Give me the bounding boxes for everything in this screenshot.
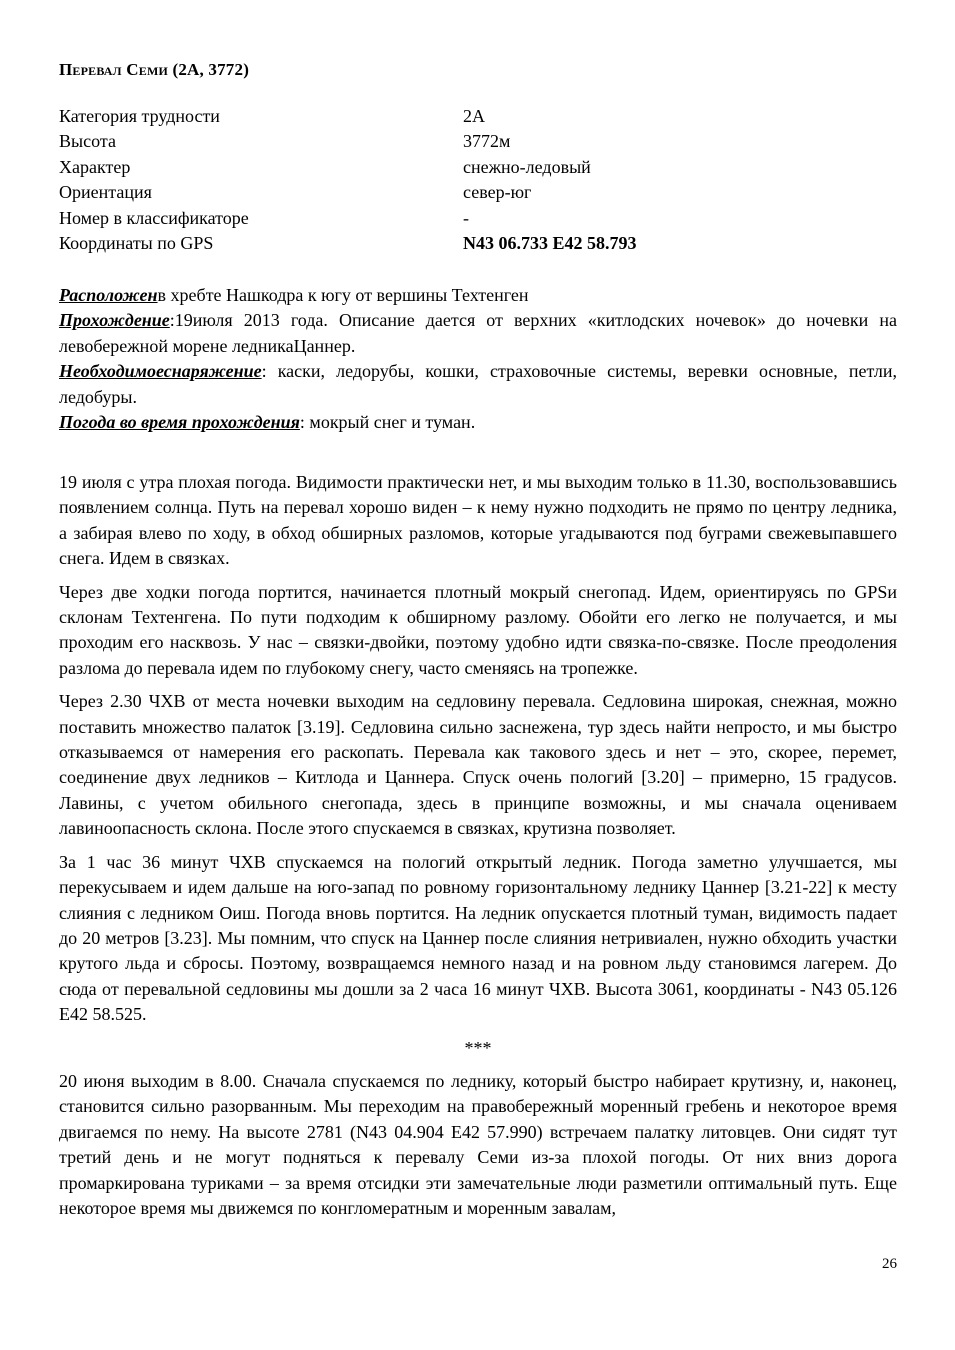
- location-label: Расположен: [59, 285, 158, 305]
- paragraph: 20 июня выходим в 8.00. Сначала спускаемся по леднику, который быстро набирает крутизну, и, наконец, становится сильно разорванным. Мы переходим на правобережный моренный гребень и некоторое время двигаемся по нему. На высоте 2781 (N43 04.904 E42 57.990) встречаем палатку литовцев. Они сидят тут третий день и не могут подняться к перевалу Семи из-за плохой погоды. От них вниз дорога промаркирована туриками – за время отсидки эти замечательные люди разметили оптимальный путь. Еще некоторое время мы движемся по конгломератным и моренным завалам,: [59, 1070, 897, 1218]
- weather-text: : мокрый снег и туман.: [299, 412, 476, 433]
- body-text: [59, 470, 897, 1229]
- equipment-text: : каски, ледорубы, кошки, страховочные системы, веревки основные, петли, ледобуры.: [59, 361, 897, 407]
- property-value: снежно-ледовый: [463, 156, 591, 177]
- property-row: [59, 206, 897, 231]
- section-separator: ***: [464, 1037, 492, 1058]
- equipment-line: [59, 359, 897, 410]
- weather-label: Погода во время прохождения: [59, 412, 300, 433]
- equipment-label: Необходимоеснаряжение: [59, 361, 262, 382]
- paragraph: За 1 час 36 минут ЧХВ спускаемся на пологий открытый ледник. Погода заметно улучшается, мы перекусываем и идем дальше на юго-запад по ровному горизонтальному леднику Цаннер [3.21-22] к месту слияния с ледником Оиш. Погода вновь портится. На ледник опускается плотный туман, видимость падает до 20 метров [3.23]. Мы помним, что спуск на Цаннер после слияния нетривиален, нужно обходить участки крутого льда и сбросы. Поэтому, возвращаемся немного назад и на ровном льду становимся лагерем. До сюда от перевальной седловины мы дошли за 2 часа 16 минут ЧХВ. Высота 3061, координаты - N43 05.126 E42 58.525.: [59, 851, 897, 1025]
- property-row: [59, 129, 897, 154]
- property-key: Категория трудности: [59, 106, 220, 126]
- gps-coordinates: N43 06.733 E42 58.793: [463, 232, 637, 253]
- paragraph: 19 июля с утра плохая погода. Видимости практически нет, и мы выходим только в 11.30, воспользовавшись появлением солнца. Путь на перевал хорошо виден – к нему нужно подходить не прямо по центру ледника, а забирая влево по ходу, в обход обширных разломов, которые угадываются под буграми свежевыпавшего снега. Идем в связках.: [59, 472, 897, 569]
- property-row: [59, 155, 897, 180]
- property-row: [59, 104, 897, 129]
- pass-meta: [59, 283, 897, 435]
- property-key: Ориентация: [59, 182, 152, 203]
- passage-line: [59, 308, 897, 359]
- property-key: Номер в классификаторе: [59, 207, 249, 228]
- paragraph: Через 2.30 ЧХВ от места ночевки выходим на седловину перевала. Седловина широкая, снежная, можно поставить множество палаток [3.19]. Седловина сильно заснежена, тур здесь найти непросто, и мы быстро отказываемся от намерения его раскопать. Перевала как такового здесь и нет – это, скорее, перемет, соединение двух ледников – Китлода и Цаннера. Спуск очень пологий [3.20] – примерно, 15 градусов. Лавины, с учетом обильного снегопада, здесь в принципе возможны, и мы сначала оцениваем лавиноопасность склона. После этого спускаемся в связках, крутизна позволяет.: [59, 691, 897, 839]
- property-value: -: [463, 207, 469, 228]
- property-value: север-юг: [463, 182, 532, 203]
- passage-text: :19июля 2013 года. Описание дается от верхних «китлодских ночевок» до ночевки на левобережной морене ледникаЦаннер.: [59, 310, 897, 356]
- paragraph: Через две ходки погода портится, начинается плотный мокрый снегопад. Идем, ориентируясь по GPSи склонам Техтенгена. По пути подходим к обширному разлому. Обойти его легко не получается, и мы проходим его насквозь. У нас – связки-двойки, поэтому удобно идти связка-по-связке. После преодоления разлома до перевала идем по глубокому снегу, часто сменяясь на тропежке.: [59, 581, 897, 678]
- property-row: [59, 180, 897, 205]
- property-key: Высота: [59, 131, 116, 152]
- properties-table: [59, 104, 897, 256]
- passage-label: Прохождение: [59, 310, 170, 331]
- property-key: Координаты по GPS: [59, 232, 214, 253]
- weather-line: [59, 410, 897, 435]
- property-value: 2А: [463, 106, 485, 126]
- pass-title: Перевал Семи (2А, 3772): [59, 60, 250, 79]
- page-number: 26: [882, 1256, 897, 1272]
- property-value: 3772м: [463, 131, 511, 152]
- location-line: [59, 283, 897, 308]
- property-row: [59, 231, 897, 256]
- property-key: Характер: [59, 156, 131, 177]
- location-text: в хребте Нашкодра к югу от вершины Техтенген: [157, 285, 529, 305]
